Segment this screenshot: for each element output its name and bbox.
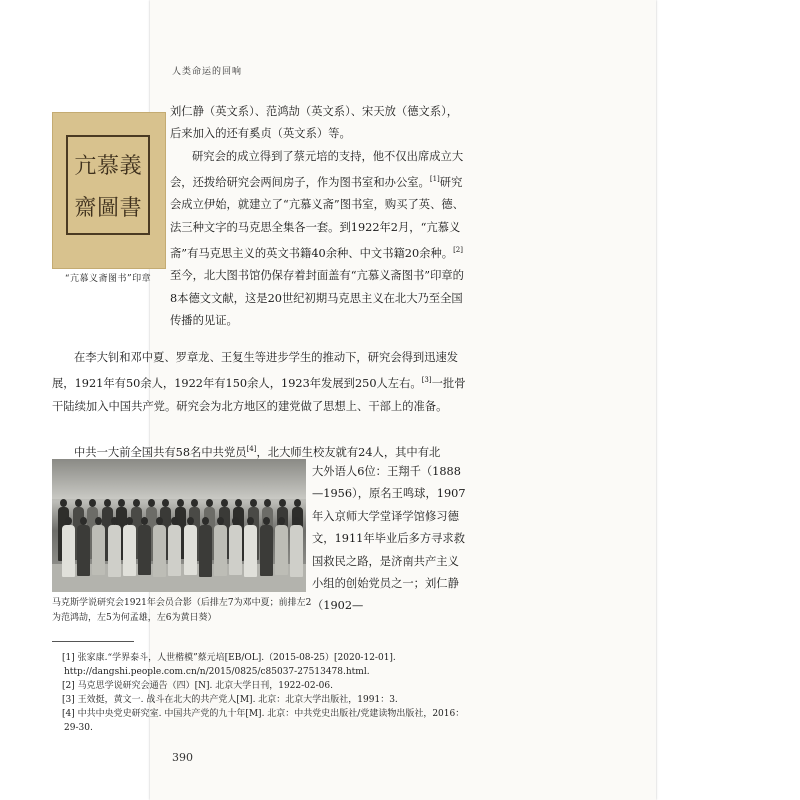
photo-figure-head [264,499,271,507]
footnote-ref[interactable]: [4] [246,445,257,453]
photo-figure-head [191,499,198,507]
photo-figure-head [118,499,125,507]
photo-figure [62,525,75,577]
photo-figure-head [104,499,111,507]
paragraph-2 [52,347,468,418]
photo-figure-head [141,517,148,525]
photo-figure-head [202,517,209,525]
paragraph-text: ，北大师生校友就有24人，其中有北 [256,445,441,459]
photo-figure-head [126,517,133,525]
photo-figure [108,525,121,577]
paragraph-text: 研究会成立伊始，就建立了“亢慕义斋”图书室，购买了英、德、法三种文字的马克思全集各一套。到1922年2月，“亢慕义斋”有马克思主义的英文书籍40余种、中文书籍20余种。 [170,175,464,260]
photo-figure-head [263,517,270,525]
photo-figure-head [89,499,96,507]
photo-figure [229,525,242,575]
photo-caption: 马克斯学说研究会1921年会员合影（后排左7为邓中夏；前排左2为范鸿劼，左5为何孟雄，左6为黄日葵） [52,598,312,623]
photo-figure [260,525,273,576]
paragraph-text: 至今，北大图书馆仍保存着封面盖有“亢慕义斋图书”印章的8本德文文献，这是20世纪初期马克思主义在北大乃至全国传播的见证。 [170,269,464,328]
paragraph-text: 一批骨干陆续加入中国共产党。研究会为北方地区的建党做了思想上、干部上的准备。 [52,377,466,413]
seal-char: 亢 [74,153,97,179]
photo-figure-head [162,499,169,507]
photo-figure-head [294,499,301,507]
photo-figure [244,525,257,577]
footnote: [3] 王效挺，黄文一. 战斗在北大的共产党人[M]. 北京：北京大学出版社，1991：3. [62,695,398,705]
photo-figure-head [60,499,67,507]
footnotes [52,651,468,735]
seal-image [52,112,166,269]
photo-figure [184,525,197,575]
footnote-ref[interactable]: [2] [453,246,463,255]
photo-figure-head [206,499,213,507]
photo-figure-head [187,517,194,525]
photo-figure-head [278,517,285,525]
page-number: 390 [172,751,193,764]
photo-figure [214,525,227,576]
paragraph-text: 中共一大前全国共有58名中共党员 [74,445,247,459]
footnote: [2] 马克思学说研究会通告（四）[N]. 北京大学日刊，1922-02-06. [62,681,333,691]
photo-figure-head [293,517,300,525]
seal-char: 齋 [74,195,97,221]
paragraph-text: 刘仁静（英文系）、范鸿劼（英文系）、宋天放（德文系），后来加入的还有奚贞（英文系）等。 [170,105,459,141]
photo-figure-head [235,499,242,507]
footnote-rule [52,641,134,642]
photo-figure-head [148,499,155,507]
group-photo [52,459,306,592]
footnote: [4] 中共中央党史研究室. 中国共产党的九十年[M]. 北京：中共党史出版社/党建读物出版社，2016：29-30. [62,709,465,733]
paragraph-text: 在李大钊和邓中夏、罗章龙、王复生等进步学生的推动下，研究会得到迅速发展，1921年有50余人，1922年有150余人，1923年发展到250人左右。 [52,351,459,391]
photo-figure-head [65,517,72,525]
paragraph-3-column: 大外语人6位：王翔千（1888—1956），原名王鸣球，1907年入京师大学堂译学馆修习德文，1911年毕业后多方寻求救国救民之路，是济南共产主义小组的创始党员之一；刘仁静（1902— [312,465,466,613]
photo-figure [275,525,288,575]
seal-caption: “亢慕义斋图书”印章 [64,274,152,284]
photo-figure-head [221,499,228,507]
seal-char: 圖 [96,195,119,221]
photo-figure [290,525,303,577]
photo-figure [77,525,90,576]
seal-char: 義 [119,153,142,179]
photo-figure [168,525,181,576]
running-header: 人类命运的回响 [172,67,243,77]
seal-char: 書 [119,195,142,221]
photo-sky [52,459,306,499]
footnote-ref[interactable]: [3] [421,376,432,385]
photo-figure [199,525,212,577]
photo-figure-head [177,499,184,507]
seal-stamp [66,135,150,235]
photo-figure [153,525,166,577]
footnote-ref[interactable]: [1] [429,175,440,184]
photo-figure-head [80,517,87,525]
photo-figure-head [133,499,140,507]
paragraph-text: 研究会的成立得到了蔡元培的支持，他不仅出席成立大会，还拨给研究会两间房子，作为图书室和办公室。 [170,149,464,189]
photo-figure-head [250,499,257,507]
photo-figure-head [217,517,224,525]
photo-figure [92,525,105,575]
photo-figure [138,525,151,575]
paragraph-1 [170,101,468,333]
photo-figure-head [75,499,82,507]
seal-char: 慕 [96,153,119,179]
photo-figure-head [111,517,118,525]
photo-figure [123,525,136,576]
photo-figure-head [279,499,286,507]
footnote: [1] 张家康.“学界泰斗，人世楷模”蔡元培[EB/OL].（2015-08-25）[2020-12-01]. http://dangshi.people.com.cn/n/2015/0825/c85037-27513478.html. [62,653,396,677]
